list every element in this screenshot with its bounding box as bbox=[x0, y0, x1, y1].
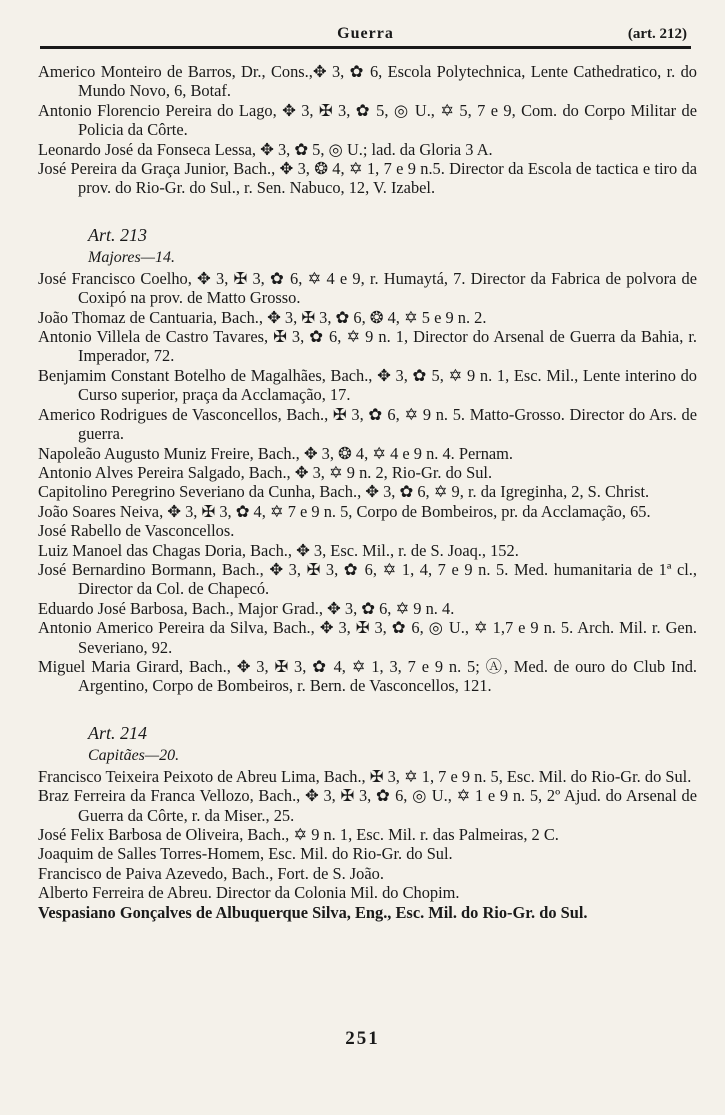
entry: Benjamim Constant Botelho de Magalhães, Bach., ✥ 3, ✿ 5, ✡ 9 n. 1, Esc. Mil., Lente interino do Curso superior, praça da Acclamação, 17. bbox=[38, 365, 697, 405]
entry: José Felix Barbosa de Oliveira, Bach., ✡ 9 n. 1, Esc. Mil. r. das Palmeiras, 2 C. bbox=[38, 825, 559, 844]
entry: Napoleão Augusto Muniz Freire, Bach., ✥ 3, ❂ 4, ✡ 4 e 9 n. 4. Pernam. bbox=[38, 443, 514, 463]
entry: Eduardo José Barbosa, Bach., Major Grad., ✥ 3, ✿ 6, ✡ 9 n. 4. bbox=[38, 598, 455, 618]
entry: Antonio Alves Pereira Salgado, Bach., ✥ 3, ✡ 9 n. 2, Rio-Gr. do Sul. bbox=[38, 462, 493, 482]
rank-heading-capitaes: Capitães—20. bbox=[88, 746, 180, 764]
entry: Antonio Florencio Pereira do Lago, ✥ 3, ✠ 3, ✿ 5, ◎ U., ✡ 5, 7 e 9, Com. do Corpo Militar de Policia da Côrte. bbox=[38, 100, 697, 140]
header-article-ref: (art. 212) bbox=[627, 25, 687, 42]
article-heading-214: Art. 214 bbox=[88, 722, 148, 743]
entry: José Francisco Coelho, ✥ 3, ✠ 3, ✿ 6, ✡ 4 e 9, r. Humaytá, 7. Director da Fabrica de polvora de Coxipó na prov. de Matto Grosso. bbox=[38, 268, 697, 308]
entry: José Bernardino Bormann, Bach., ✥ 3, ✠ 3, ✿ 6, ✡ 1, 4, 7 e 9 n. 5. Med. humanitaria de 1ª cl., Director da Col. de Chapecó. bbox=[38, 559, 697, 599]
running-header bbox=[40, 22, 691, 49]
entry: Capitolino Peregrino Severiano da Cunha, Bach., ✥ 3, ✿ 6, ✡ 9, r. da Igreginha, 2, S. Christ. bbox=[38, 482, 650, 502]
section-art-214 bbox=[38, 767, 697, 922]
entry: Americo Monteiro de Barros, Dr., Cons.,✥ 3, ✿ 6, Escola Polytechnica, Lente Cathedratico, r. do Mundo Novo, 6, Botaf. bbox=[38, 62, 697, 101]
entry: José Pereira da Graça Junior, Bach., ✥ 3, ❂ 4, ✡ 1, 7 e 9 n.5. Director da Escola de tactica e tiro da prov. do Rio-Gr. do Sul., r. Sen. Nabuco, 12, V. Izabel. bbox=[38, 159, 697, 198]
section-art-212-continued bbox=[38, 62, 697, 198]
entry: Vespasiano Gonçalves de Albuquerque Silva, Eng., Esc. Mil. do Rio-Gr. do Sul. bbox=[38, 902, 588, 922]
entry: Luiz Manoel das Chagas Doria, Bach., ✥ 3, Esc. Mil., r. de S. Joaq., 152. bbox=[38, 540, 519, 560]
entry: Leonardo José da Fonseca Lessa, ✥ 3, ✿ 5, ◎ U.; lad. da Gloria 3 A. bbox=[38, 139, 493, 159]
entry: Francisco Teixeira Peixoto de Abreu Lima, Bach., ✠ 3, ✡ 1, 7 e 9 n. 5, Esc. Mil. do Rio-Gr. do Sul. bbox=[38, 766, 692, 786]
rank-heading-majores: Majores—14. bbox=[88, 248, 175, 266]
page-body bbox=[38, 62, 697, 922]
entry: Miguel Maria Girard, Bach., ✥ 3, ✠ 3, ✿ 4, ✡ 1, 3, 7 e 9 n. 5; Ⓐ, Med. de ouro do Club Ind. Argentino, Corpo de Bombeiros, r. Bern. de Vasconcellos, 121. bbox=[38, 656, 697, 696]
page-number: 251 bbox=[345, 1028, 380, 1049]
entry: Americo Rodrigues de Vasconcellos, Bach., ✠ 3, ✿ 6, ✡ 9 n. 5. Matto-Grosso. Director do Ars. de guerra. bbox=[38, 404, 697, 444]
entry: Alberto Ferreira de Abreu. Director da Colonia Mil. do Chopim. bbox=[38, 883, 460, 903]
entry: João Soares Neiva, ✥ 3, ✠ 3, ✿ 4, ✡ 7 e 9 n. 5, Corpo de Bombeiros, pr. da Acclamação, 65. bbox=[38, 501, 651, 521]
entry: Braz Ferreira da Franca Vellozo, Bach., ✥ 3, ✠ 3, ✿ 6, ◎ U., ✡ 1 e 9 n. 5, 2º Ajud. do Arsenal de Guerra da Côrte, r. da Miser., 25. bbox=[38, 786, 697, 825]
entry: Antonio Americo Pereira da Silva, Bach., ✥ 3, ✠ 3, ✿ 6, ◎ U., ✡ 1,7 e 9 n. 5. Arch. Mil. r. Gen. Severiano, 92. bbox=[38, 618, 697, 657]
section-art-213 bbox=[38, 269, 697, 696]
article-heading-213: Art. 213 bbox=[88, 224, 148, 245]
header-title: Guerra bbox=[337, 25, 394, 42]
entry: José Rabello de Vasconcellos. bbox=[38, 521, 235, 541]
entry: Antonio Villela de Castro Tavares, ✠ 3, ✿ 6, ✡ 9 n. 1, Director do Arsenal de Guerra da Bahia, r. Imperador, 72. bbox=[38, 327, 697, 366]
entry: Francisco de Paiva Azevedo, Bach., Fort. de S. João. bbox=[38, 863, 384, 883]
entry: João Thomaz de Cantuaria, Bach., ✥ 3, ✠ 3, ✿ 6, ❂ 4, ✡ 5 e 9 n. 2. bbox=[38, 307, 487, 327]
entry: Joaquim de Salles Torres-Homem, Esc. Mil. do Rio-Gr. do Sul. bbox=[38, 844, 453, 864]
